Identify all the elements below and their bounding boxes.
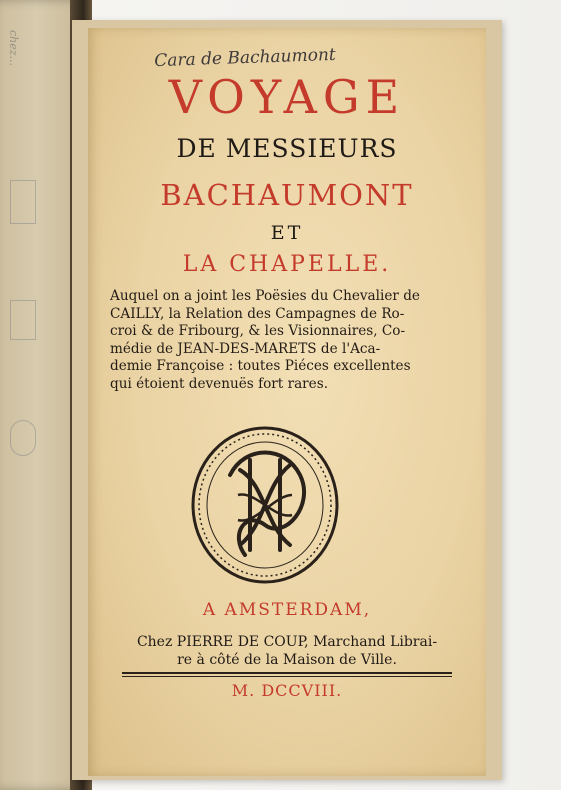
description-line: médie de JEAN-DES-MARETS de l'Aca- (110, 340, 381, 357)
pencil-note: chez... (7, 30, 20, 67)
shelf-label (10, 300, 36, 340)
description-line: Auquel on a joint les Poësies du Chevalier de (110, 288, 420, 304)
title-line-4: ET (270, 222, 304, 244)
divider-rule (122, 676, 452, 677)
imprint-place: A AMSTERDAM, (202, 600, 372, 620)
imprint-publisher-1: Chez PIERRE DE COUP, Marchand Librai- (136, 634, 438, 650)
shelf-label (10, 420, 36, 456)
shelf-label (10, 180, 36, 224)
imprint-publisher-2: re à côté de la Maison de Ville. (177, 652, 397, 668)
description-text (110, 288, 455, 394)
title-line-3: BACHAUMONT (160, 178, 414, 212)
title-voyage: VOYAGE (168, 70, 406, 124)
description-line: CAILLY, la Relation des Campagnes de Ro- (110, 305, 405, 322)
monogram-vignette (190, 425, 340, 585)
title-line-5: LA CHAPELLE. (182, 252, 392, 277)
imprint-date: M. DCCVIII. (231, 681, 343, 700)
handwritten-inscription: Cara de Bachaumont (153, 44, 337, 72)
description-line: demie Françoise : toutes Piéces excellentes (110, 358, 411, 375)
divider-rule (122, 672, 452, 674)
description-line: qui étoient devenuës fort rares. (110, 375, 329, 392)
description-line: croi & de Fribourg, & les Visionnaires, Co- (110, 323, 406, 340)
title-line-2: DE MESSIEURS (176, 134, 398, 163)
